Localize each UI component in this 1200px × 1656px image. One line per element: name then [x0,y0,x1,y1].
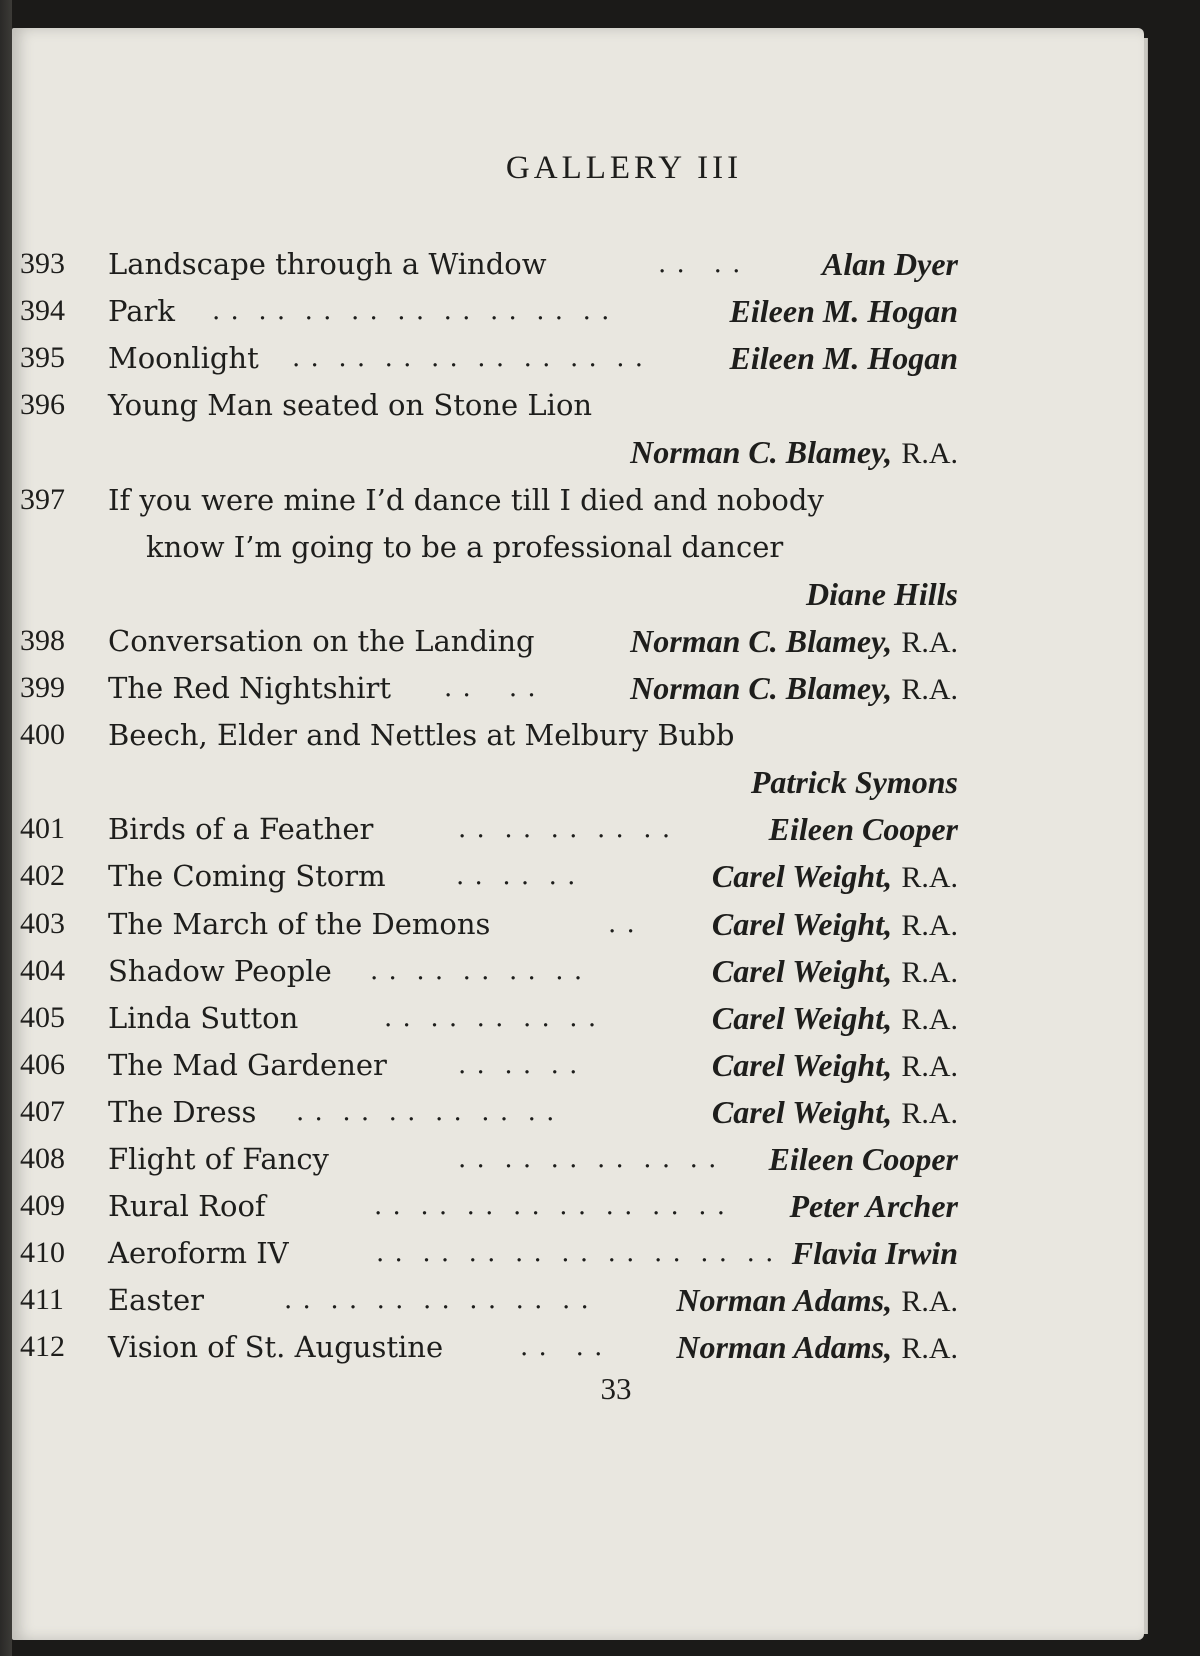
entry-title: Young Man seated on Stone Lion [108,388,593,422]
entry-number: 407 [20,1095,65,1128]
entry-title: Moonlight [108,341,259,375]
entry-artist [730,291,958,332]
entry-title: Park [108,294,175,328]
artist-suffix: R.A. [901,909,958,942]
artist-name: Carel Weight, [711,1094,893,1130]
page-number: 33 [600,1371,632,1406]
artist-suffix: R.A. [901,673,958,706]
entry-title: Conversation on the Landing [108,624,535,658]
artist-name: Flavia Irwin [791,1235,958,1271]
leader-dots: . . . . [658,249,742,279]
entry-artist [769,809,958,850]
page-content [12,28,1144,1640]
leader-dots: . . . . [444,673,537,703]
entry-artist [676,1327,958,1369]
artist-name: Carel Weight, [711,1000,893,1036]
entry-title: Landscape through a Window [108,247,547,281]
leader-dots: . . . . . . . . . . . . . . . . [374,1191,727,1221]
entry-artist [730,338,958,379]
entry-number: 395 [20,341,65,374]
catalogue-entry [12,244,1144,284]
entry-title: Birds of a Feather [108,812,374,846]
catalogue-entry [12,904,1144,944]
entry-number: 411 [20,1283,64,1316]
catalogue-entry [12,385,1144,425]
artist-name: Eileen Cooper [768,1141,958,1177]
entry-title: Vision of St. Augustine [108,1330,444,1364]
entry-number: 405 [20,1001,65,1034]
entry-number: 412 [20,1330,65,1363]
leader-dots: . . . . . . [456,861,577,891]
entry-artist [676,1280,958,1322]
entry-title: Rural Roof [108,1189,266,1223]
catalogue-entry [12,1186,1144,1226]
leader-dots: . . . . . . . . . . . . . . . . [292,343,645,373]
entry-artist [712,856,958,898]
artist-name: Patrick Symons [750,764,958,800]
catalogue-entry [12,621,1144,661]
catalogue-entry [12,480,1144,520]
entry-number: 410 [20,1236,65,1269]
entry-artist [630,621,958,663]
artist-name: Norman C. Blamey, [630,623,893,659]
artist-suffix: R.A. [901,956,958,989]
entry-number: 397 [20,483,65,516]
artist-name: Norman Adams, [676,1282,893,1318]
catalogue-entry [12,668,1144,708]
entry-artist [712,1092,958,1134]
leader-dots: . . . . . . . . . . . . . . . . . . [212,296,611,326]
entry-number: 399 [20,671,65,704]
entry-number: 409 [20,1189,65,1222]
leader-dots: . . [608,909,636,939]
entry-number: 404 [20,954,65,987]
catalogue-entry [12,998,1144,1038]
entry-number: 402 [20,859,65,892]
artist-name: Alan Dyer [822,246,958,282]
artist-suffix: R.A. [901,861,958,894]
catalogue-entry [12,1327,1144,1367]
leader-dots: . . . . . . . . . . [458,814,672,844]
artist-name: Norman C. Blamey, [630,434,893,470]
entry-artist [792,1233,958,1274]
entry-title: The Red Nightshirt [108,671,392,705]
entry-title: Shadow People [108,954,332,988]
artist-name: Carel Weight, [711,858,893,894]
leader-dots: . . . . . . . . . . . . [296,1097,556,1127]
artist-suffix: R.A. [901,437,958,470]
artist-name: Carel Weight, [711,953,893,989]
entry-number: 396 [20,388,65,421]
gallery-heading: GALLERY III [505,150,743,186]
catalogue-entry [12,338,1144,378]
entry-title: Linda Sutton [108,1001,299,1035]
catalogue-entry [12,1092,1144,1132]
artist-name: Norman Adams, [676,1329,893,1365]
book-spine-edge [0,0,12,1656]
entry-artist [789,1186,958,1227]
artist-name: Peter Archer [789,1188,958,1224]
leader-dots: . . . . . . . . . . . . . . [284,1285,590,1315]
entry-number: 406 [20,1048,65,1081]
entry-continuation [12,574,1144,614]
catalogue-entry [12,809,1144,849]
catalogue-entry [12,291,1144,331]
leader-dots: . . . . . . . . . . . . [458,1144,718,1174]
artist-suffix: R.A. [901,1050,958,1083]
entry-title-continued: know I’m going to be a professional dancer [146,530,784,564]
catalogue-page [12,28,1144,1640]
entry-number: 400 [20,718,65,751]
entry-title: The March of the Demons [108,907,491,941]
entry-artist [712,998,958,1040]
catalogue-entry [12,951,1144,991]
entry-title: The Mad Gardener [108,1048,387,1082]
leader-dots: . . . . . . [458,1050,579,1080]
entry-number: 393 [20,247,65,280]
artist-name: Norman C. Blamey, [630,670,893,706]
entry-continuation [12,527,1144,567]
entry-title: Aeroform IV [108,1236,289,1270]
artist-suffix: R.A. [901,1097,958,1130]
catalogue-entry [12,1233,1144,1273]
entry-artist [712,1045,958,1087]
entry-number: 401 [20,812,65,845]
entry-title: The Coming Storm [108,859,386,893]
catalogue-entry [12,1045,1144,1085]
artist-suffix: R.A. [901,1285,958,1318]
artist-suffix: R.A. [901,1003,958,1036]
entry-artist [712,951,958,993]
artist-name: Diane Hills [805,576,958,612]
entry-title: Beech, Elder and Nettles at Melbury Bubb [108,718,735,752]
entry-number: 408 [20,1142,65,1175]
entry-continuation [12,762,1144,802]
artist-name: Eileen M. Hogan [729,340,958,376]
artist-suffix: R.A. [901,626,958,659]
entry-artist [769,1139,958,1180]
entry-title: If you were mine I’d dance till I died and nobody [108,483,824,517]
entry-artist [630,432,958,474]
artist-name: Carel Weight, [711,906,893,942]
entry-artist [712,904,958,946]
entry-number: 398 [20,624,65,657]
entry-artist [806,574,958,615]
entry-title: Easter [108,1283,205,1317]
artist-name: Eileen Cooper [768,811,958,847]
entry-artist [630,668,958,710]
catalogue-entry [12,1280,1144,1320]
leader-dots: . . . . . . . . . . [384,1003,598,1033]
catalogue-entry [12,1139,1144,1179]
leader-dots: . . . . [520,1332,604,1362]
leader-dots: . . . . . . . . . . [370,956,584,986]
catalogue-entry [12,856,1144,896]
artist-name: Carel Weight, [711,1047,893,1083]
entry-artist [751,762,958,803]
entry-title: Flight of Fancy [108,1142,329,1176]
artist-name: Eileen M. Hogan [729,293,958,329]
entry-number: 394 [20,294,65,327]
artist-suffix: R.A. [901,1332,958,1365]
entry-number: 403 [20,907,65,940]
leader-dots: . . . . . . . . . . . . . . . . . . [376,1238,775,1268]
entry-continuation [12,432,1144,472]
catalogue-entry [12,715,1144,755]
entry-title: The Dress [108,1095,257,1129]
entry-artist [822,244,958,285]
